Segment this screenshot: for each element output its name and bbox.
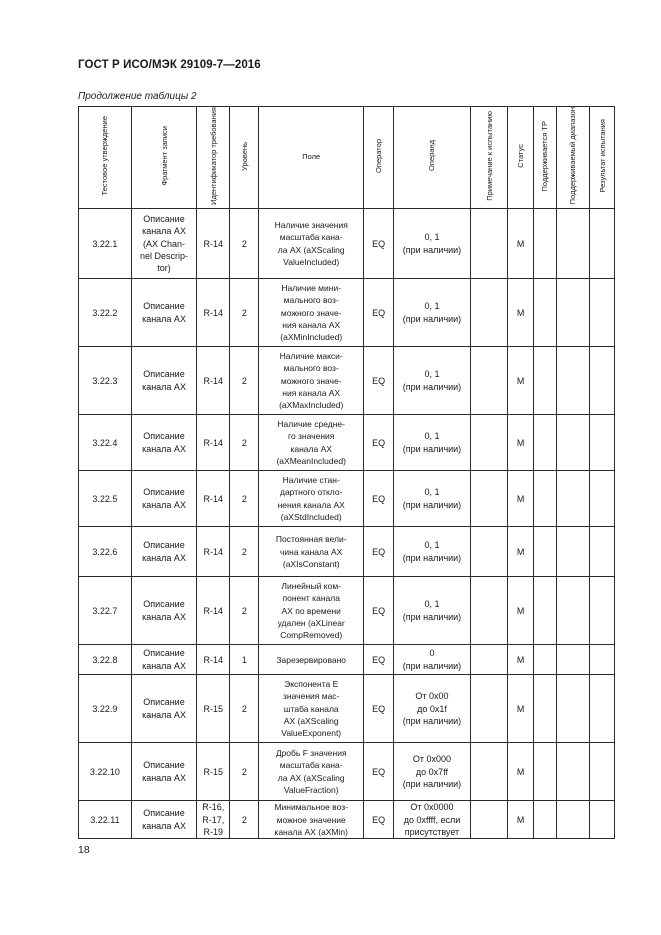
col-header-tp-supported: Поддерживается TP xyxy=(534,107,557,209)
test-note-cell xyxy=(470,471,507,527)
field-cell-line: (aXMinIncluded) xyxy=(280,331,343,342)
operand-cell-line: 0, 1 xyxy=(424,431,440,442)
record-fragment-cell-line: Описание xyxy=(143,487,185,498)
level-cell: 2 xyxy=(230,577,259,645)
test-note-cell xyxy=(470,527,507,577)
table-row xyxy=(79,527,615,577)
operand-cell-line: (при наличии) xyxy=(402,660,462,671)
requirement-id-cell xyxy=(197,471,230,527)
operand-cell xyxy=(394,279,471,347)
test-note-cell xyxy=(470,743,507,801)
requirement-id-cell-line: R-15 xyxy=(203,766,224,777)
status-cell: M xyxy=(508,209,534,279)
field-cell-line: CompRemoved) xyxy=(280,629,343,640)
field-cell-line: го значения xyxy=(288,431,335,442)
operand-cell xyxy=(394,527,471,577)
operator-cell: EQ xyxy=(364,801,394,839)
record-fragment-cell-line: (AX Chan- xyxy=(143,238,186,249)
table-row xyxy=(79,347,615,415)
table-row xyxy=(79,209,615,279)
table-row xyxy=(79,801,615,839)
status-cell: M xyxy=(508,675,534,743)
record-fragment-cell xyxy=(131,527,196,577)
record-fragment-cell-line: канала AX xyxy=(142,313,186,324)
record-fragment-cell-line: канала AX xyxy=(142,552,186,563)
requirement-id-cell xyxy=(197,645,230,675)
table-header-row xyxy=(79,107,615,209)
status-cell: M xyxy=(508,471,534,527)
field-cell xyxy=(259,347,364,415)
field-cell xyxy=(259,209,364,279)
test-note-cell xyxy=(470,209,507,279)
supported-range-cell xyxy=(556,801,589,839)
operator-cell: EQ xyxy=(364,279,394,347)
requirements-table xyxy=(78,106,615,839)
field-cell-line: Постоянная вели- xyxy=(275,534,347,545)
status-cell: M xyxy=(508,801,534,839)
test-assertion-cell: 3.22.4 xyxy=(79,415,132,471)
record-fragment-cell xyxy=(131,801,196,839)
document-title: ГОСТ Р ИСО/МЭК 29109-7—2016 xyxy=(78,59,261,71)
field-cell-line: дартного откло- xyxy=(280,487,343,498)
table-row xyxy=(79,415,615,471)
test-assertion-cell: 3.22.8 xyxy=(79,645,132,675)
operand-cell xyxy=(394,675,471,743)
operand-cell-line: (при наличии) xyxy=(402,443,462,454)
operand-cell-line: 0, 1 xyxy=(424,599,440,610)
record-fragment-cell-line: канала AX xyxy=(142,820,186,831)
field-cell-line: Наличие значения xyxy=(274,220,348,231)
field-cell-line: чина канала AX xyxy=(280,546,343,557)
field-cell-line: (aXMaxIncluded) xyxy=(279,399,344,410)
operand-cell xyxy=(394,743,471,801)
test-assertion-cell: 3.22.1 xyxy=(79,209,132,279)
test-result-cell xyxy=(590,209,615,279)
field-cell-line: ValueIncluded) xyxy=(283,256,340,267)
test-note-cell xyxy=(470,675,507,743)
record-fragment-cell-line: канала AX xyxy=(142,660,186,671)
field-cell-line: масштаба кана- xyxy=(279,232,343,243)
operand-cell-line: От 0x000 xyxy=(412,754,452,765)
tp-supported-cell xyxy=(534,577,557,645)
record-fragment-cell-line: Описание xyxy=(143,808,185,819)
operator-cell: EQ xyxy=(364,577,394,645)
level-cell: 2 xyxy=(230,527,259,577)
test-note-cell xyxy=(470,279,507,347)
field-cell-line: Наличие макси- xyxy=(279,351,343,362)
test-result-cell xyxy=(590,527,615,577)
tp-supported-cell xyxy=(534,471,557,527)
test-result-cell xyxy=(590,347,615,415)
field-cell-line: ния канала AX xyxy=(282,319,341,330)
operand-cell-line: (при наличии) xyxy=(402,715,462,726)
operand-cell-line: (при наличии) xyxy=(402,778,462,789)
test-note-cell xyxy=(470,801,507,839)
record-fragment-cell-line: Описание xyxy=(143,760,185,771)
operator-cell: EQ xyxy=(364,347,394,415)
field-cell-line: ValueFraction) xyxy=(283,784,339,795)
requirement-id-cell-line: R-14 xyxy=(203,437,224,448)
level-cell: 2 xyxy=(230,801,259,839)
table-row xyxy=(79,743,615,801)
field-cell xyxy=(259,645,364,675)
record-fragment-cell-line: канала AX xyxy=(142,611,186,622)
table-row xyxy=(79,471,615,527)
record-fragment-cell-line: канала AX xyxy=(142,226,186,237)
status-cell: M xyxy=(508,347,534,415)
operand-cell-line: (при наличии) xyxy=(402,381,462,392)
field-cell-line: нения канала AX xyxy=(277,499,345,510)
record-fragment-cell-line: Описание xyxy=(143,697,185,708)
test-assertion-cell: 3.22.7 xyxy=(79,577,132,645)
test-result-cell xyxy=(590,801,615,839)
requirement-id-cell-line: R-14 xyxy=(203,493,224,504)
record-fragment-cell-line: Описание xyxy=(143,599,185,610)
record-fragment-cell xyxy=(131,471,196,527)
operand-cell-line: От 0x00 xyxy=(415,691,449,702)
test-assertion-cell: 3.22.9 xyxy=(79,675,132,743)
field-cell xyxy=(259,801,364,839)
field-cell xyxy=(259,527,364,577)
operand-cell-line: присутствует xyxy=(404,826,460,837)
field-cell-line: Дробь F значения xyxy=(275,748,347,759)
level-cell: 1 xyxy=(230,645,259,675)
field-cell-line: Зарезервировано xyxy=(276,654,347,665)
operand-cell xyxy=(394,471,471,527)
field-cell-line: значения мас- xyxy=(283,691,340,702)
col-header-level: Уровень xyxy=(230,107,259,209)
operand-cell-line: 0 xyxy=(429,648,435,659)
level-cell: 2 xyxy=(230,743,259,801)
supported-range-cell xyxy=(556,527,589,577)
supported-range-cell xyxy=(556,415,589,471)
record-fragment-cell xyxy=(131,209,196,279)
operand-cell-line: От 0x0000 xyxy=(410,802,454,813)
col-header-field: Поле xyxy=(259,107,364,209)
record-fragment-cell-line: канала AX xyxy=(142,381,186,392)
supported-range-cell xyxy=(556,209,589,279)
supported-range-cell xyxy=(556,577,589,645)
operand-cell-line: 0, 1 xyxy=(424,301,440,312)
operand-cell xyxy=(394,801,471,839)
field-cell-line: Наличие мини- xyxy=(281,283,342,294)
record-fragment-cell xyxy=(131,675,196,743)
test-note-cell xyxy=(470,577,507,645)
operand-cell-line: до 0xffff, если xyxy=(403,814,461,825)
field-cell xyxy=(259,743,364,801)
record-fragment-cell-line: tor) xyxy=(157,262,171,273)
field-cell-line: Экспонента E xyxy=(284,679,339,690)
field-cell-line: масштаба кана- xyxy=(279,760,343,771)
requirement-id-cell-line: R-14 xyxy=(203,654,224,665)
field-cell-line: ValueExponent) xyxy=(281,727,342,738)
field-cell-line: AX (aXScaling xyxy=(283,715,339,726)
field-cell xyxy=(259,577,364,645)
operand-cell xyxy=(394,645,471,675)
col-header-test-result: Результат испытания xyxy=(590,107,615,209)
record-fragment-cell xyxy=(131,347,196,415)
record-fragment-cell xyxy=(131,645,196,675)
field-cell-line: ла AX (aXScaling xyxy=(277,244,345,255)
requirement-id-cell xyxy=(197,415,230,471)
test-note-cell xyxy=(470,415,507,471)
operand-cell xyxy=(394,415,471,471)
field-cell-line: можного значе- xyxy=(280,375,342,386)
test-assertion-cell: 3.22.10 xyxy=(79,743,132,801)
test-note-cell xyxy=(470,645,507,675)
field-cell xyxy=(259,471,364,527)
tp-supported-cell xyxy=(534,743,557,801)
table-row xyxy=(79,577,615,645)
table-body xyxy=(79,209,615,839)
field-cell-line: Наличие средне- xyxy=(277,419,345,430)
requirement-id-cell xyxy=(197,209,230,279)
tp-supported-cell xyxy=(534,209,557,279)
test-assertion-cell: 3.22.11 xyxy=(79,801,132,839)
test-assertion-cell: 3.22.6 xyxy=(79,527,132,577)
supported-range-cell xyxy=(556,645,589,675)
test-result-cell xyxy=(590,577,615,645)
operator-cell: EQ xyxy=(364,645,394,675)
tp-supported-cell xyxy=(534,801,557,839)
operand-cell-line: 0, 1 xyxy=(424,487,440,498)
operator-cell: EQ xyxy=(364,527,394,577)
level-cell: 2 xyxy=(230,347,259,415)
level-cell: 2 xyxy=(230,209,259,279)
field-cell-line: AX по времени xyxy=(281,605,341,616)
operand-cell xyxy=(394,347,471,415)
operator-cell: EQ xyxy=(364,209,394,279)
operand-cell-line: 0, 1 xyxy=(424,540,440,551)
status-cell: M xyxy=(508,743,534,801)
field-cell-line: (aXStdIncluded) xyxy=(280,511,342,522)
col-header-supported-range: Поддерживаемый диапазон xyxy=(556,107,589,209)
record-fragment-cell-line: Описание xyxy=(143,648,185,659)
requirement-id-cell xyxy=(197,279,230,347)
operator-cell: EQ xyxy=(364,471,394,527)
supported-range-cell xyxy=(556,675,589,743)
field-cell-line: можное значение xyxy=(276,814,346,825)
record-fragment-cell-line: Описание xyxy=(143,214,185,225)
operand-cell-line: 0, 1 xyxy=(424,369,440,380)
test-result-cell xyxy=(590,415,615,471)
level-cell: 2 xyxy=(230,279,259,347)
record-fragment-cell xyxy=(131,743,196,801)
col-header-test-note: Примечание к испытанию xyxy=(470,107,507,209)
test-assertion-cell: 3.22.5 xyxy=(79,471,132,527)
col-header-status: Статус xyxy=(508,107,534,209)
field-cell-line: (aXIsConstant) xyxy=(282,558,340,569)
supported-range-cell xyxy=(556,743,589,801)
field-cell-line: Наличие стан- xyxy=(282,475,340,486)
record-fragment-cell xyxy=(131,279,196,347)
table-row xyxy=(79,675,615,743)
test-result-cell xyxy=(590,675,615,743)
record-fragment-cell-line: Описание xyxy=(143,301,185,312)
field-cell xyxy=(259,279,364,347)
record-fragment-cell-line: Описание xyxy=(143,431,185,442)
col-header-operator: Оператор xyxy=(364,107,394,209)
requirement-id-cell xyxy=(197,527,230,577)
status-cell: M xyxy=(508,527,534,577)
test-note-cell xyxy=(470,347,507,415)
operand-cell-line: (при наличии) xyxy=(402,611,462,622)
table-caption: Продолжение таблицы 2 xyxy=(78,91,197,102)
status-cell: M xyxy=(508,645,534,675)
level-cell: 2 xyxy=(230,415,259,471)
status-cell: M xyxy=(508,577,534,645)
field-cell-line: (aXMeanIncluded) xyxy=(276,455,346,466)
field-cell-line: понент канала xyxy=(282,593,340,604)
operand-cell-line: до 0x7ff xyxy=(415,766,449,777)
test-result-cell xyxy=(590,645,615,675)
requirement-id-cell xyxy=(197,743,230,801)
operand-cell xyxy=(394,577,471,645)
requirement-id-cell-line: R-19 xyxy=(203,826,224,837)
operand-cell-line: (при наличии) xyxy=(402,244,462,255)
operator-cell: EQ xyxy=(364,415,394,471)
level-cell: 2 xyxy=(230,471,259,527)
test-assertion-cell: 3.22.3 xyxy=(79,347,132,415)
requirement-id-cell-line: R-14 xyxy=(203,238,224,249)
record-fragment-cell-line: канала AX xyxy=(142,709,186,720)
field-cell xyxy=(259,675,364,743)
operand-cell-line: (при наличии) xyxy=(402,313,462,324)
requirement-id-cell xyxy=(197,347,230,415)
field-cell-line: Минимальное воз- xyxy=(274,802,348,813)
field-cell-line: Линейный ком- xyxy=(281,581,342,592)
operand-cell-line: 0, 1 xyxy=(424,232,440,243)
requirement-id-cell xyxy=(197,675,230,743)
test-result-cell xyxy=(590,471,615,527)
tp-supported-cell xyxy=(534,527,557,577)
operator-cell: EQ xyxy=(364,743,394,801)
tp-supported-cell xyxy=(534,279,557,347)
field-cell-line: удален (aXLinear xyxy=(277,617,345,628)
record-fragment-cell-line: nel Descrip- xyxy=(140,250,189,261)
tp-supported-cell xyxy=(534,645,557,675)
supported-range-cell xyxy=(556,471,589,527)
field-cell-line: можного значе- xyxy=(280,307,342,318)
table-row xyxy=(79,279,615,347)
col-header-test-assertion: Тестовое утверждение xyxy=(79,107,132,209)
field-cell-line: ния канала AX xyxy=(282,387,341,398)
record-fragment-cell-line: Описание xyxy=(143,369,185,380)
test-result-cell xyxy=(590,743,615,801)
field-cell-line: ла AX (aXScaling xyxy=(277,772,345,783)
requirement-id-cell-line: R-17, xyxy=(202,814,225,825)
record-fragment-cell xyxy=(131,415,196,471)
requirement-id-cell-line: R-14 xyxy=(203,546,224,557)
tp-supported-cell xyxy=(534,415,557,471)
requirement-id-cell-line: R-14 xyxy=(203,307,224,318)
operand-cell-line: (при наличии) xyxy=(402,552,462,563)
requirement-id-cell xyxy=(197,577,230,645)
test-result-cell xyxy=(590,279,615,347)
page-number: 18 xyxy=(78,844,90,856)
requirement-id-cell-line: R-16, xyxy=(202,802,225,813)
field-cell-line: штаба канала xyxy=(283,703,339,714)
col-header-record-fragment: Фрагмент записи xyxy=(131,107,196,209)
status-cell: M xyxy=(508,415,534,471)
operand-cell-line: до 0x1f xyxy=(417,703,447,714)
field-cell-line: канала AX (aXMin) xyxy=(274,826,348,837)
supported-range-cell xyxy=(556,279,589,347)
field-cell xyxy=(259,415,364,471)
field-cell-line: мального воз- xyxy=(283,363,339,374)
status-cell: M xyxy=(508,279,534,347)
operator-cell: EQ xyxy=(364,675,394,743)
operand-cell-line: (при наличии) xyxy=(402,499,462,510)
requirement-id-cell xyxy=(197,801,230,839)
supported-range-cell xyxy=(556,347,589,415)
record-fragment-cell-line: канала AX xyxy=(142,499,186,510)
level-cell: 2 xyxy=(230,675,259,743)
tp-supported-cell xyxy=(534,347,557,415)
record-fragment-cell-line: Описание xyxy=(143,540,185,551)
table-row xyxy=(79,645,615,675)
col-header-operand: Операнд xyxy=(394,107,471,209)
requirement-id-cell-line: R-14 xyxy=(203,375,224,386)
requirement-id-cell-line: R-14 xyxy=(203,605,224,616)
operand-cell xyxy=(394,209,471,279)
field-cell-line: мального воз- xyxy=(283,295,339,306)
record-fragment-cell xyxy=(131,577,196,645)
record-fragment-cell-line: канала AX xyxy=(142,772,186,783)
test-assertion-cell: 3.22.2 xyxy=(79,279,132,347)
col-header-requirement-id: Идентификатор требования xyxy=(197,107,230,209)
field-cell-line: канала AX xyxy=(290,443,332,454)
requirement-id-cell-line: R-15 xyxy=(203,703,224,714)
tp-supported-cell xyxy=(534,675,557,743)
record-fragment-cell-line: канала AX xyxy=(142,443,186,454)
